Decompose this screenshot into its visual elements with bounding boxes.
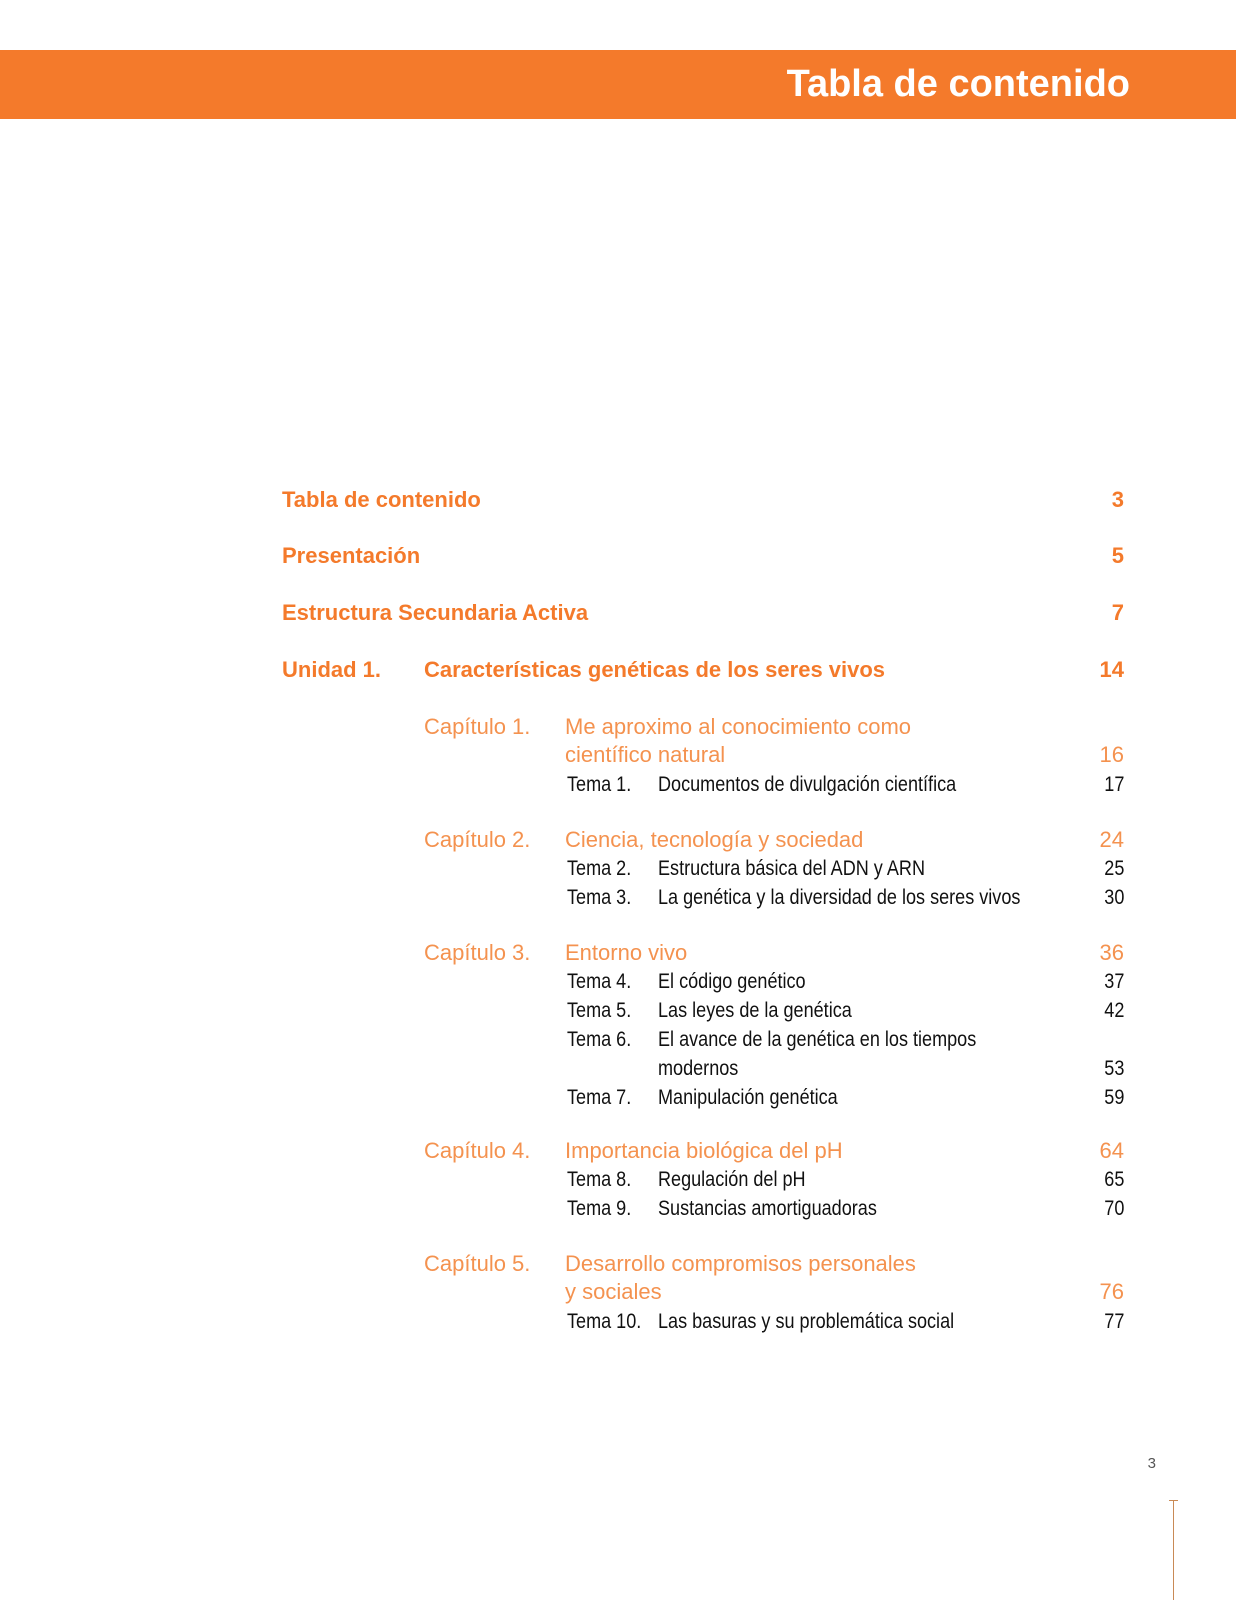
unit-page: 14 [1099, 657, 1124, 682]
chapter-3-number: Capítulo 3. [424, 940, 531, 965]
page-number: 3 [1147, 1455, 1156, 1472]
topic-6-number: Tema 6. [567, 1028, 632, 1051]
topic-8-number: Tema 8. [567, 1168, 632, 1191]
toc-entry-tabla-page: 3 [1111, 487, 1124, 512]
topic-1-number: Tema 1. [567, 773, 632, 796]
topic-9-title[interactable]: Sustancias amortiguadoras [658, 1197, 877, 1220]
page-title: Tabla de contenido [786, 63, 1130, 105]
topic-2-title[interactable]: Estructura básica del ADN y ARN [658, 857, 926, 880]
topic-8-title[interactable]: Regulación del pH [658, 1168, 806, 1191]
toc-entry-estructura-page: 7 [1111, 600, 1124, 625]
chapter-5-number: Capítulo 5. [424, 1251, 531, 1276]
topic-7-page: 59 [1103, 1086, 1124, 1109]
topic-10-title[interactable]: Las basuras y su problemática social [658, 1310, 955, 1333]
chapter-1-page: 16 [1099, 742, 1124, 767]
chapter-5-title[interactable]: Desarrollo compromisos personales [565, 1251, 916, 1276]
topic-2-number: Tema 2. [567, 857, 632, 880]
chapter-3-title[interactable]: Entorno vivo [565, 940, 688, 965]
chapter-4-page: 64 [1099, 1138, 1124, 1163]
topic-2-page: 25 [1103, 857, 1124, 880]
trim-mark [1173, 1500, 1174, 1600]
toc-entry-tabla-label[interactable]: Tabla de contenido [282, 487, 481, 512]
header-banner [0, 50, 1236, 119]
topic-5-title[interactable]: Las leyes de la genética [658, 999, 852, 1022]
unit-title[interactable]: Características genéticas de los seres vivos [424, 657, 886, 682]
topic-1-title[interactable]: Documentos de divulgación científica [658, 773, 957, 796]
chapter-4-number: Capítulo 4. [424, 1138, 531, 1163]
chapter-4-title[interactable]: Importancia biológica del pH [565, 1138, 843, 1163]
chapter-2-page: 24 [1099, 827, 1124, 852]
topic-1-page: 17 [1103, 773, 1124, 796]
toc-entry-estructura-label[interactable]: Estructura Secundaria Activa [282, 600, 589, 625]
toc-entry-presentacion-page: 5 [1111, 543, 1124, 568]
topic-4-page: 37 [1103, 970, 1124, 993]
chapter-2-title[interactable]: Ciencia, tecnología y sociedad [565, 827, 864, 852]
chapter-1-title-line2[interactable]: científico natural [565, 742, 726, 767]
unit-number: Unidad 1. [282, 657, 382, 682]
chapter-1-number: Capítulo 1. [424, 714, 531, 739]
topic-3-title[interactable]: La genética y la diversidad de los seres vivos [658, 886, 1021, 909]
topic-4-title[interactable]: El código genético [658, 970, 806, 993]
topic-4-number: Tema 4. [567, 970, 632, 993]
topic-10-number: Tema 10. [567, 1310, 642, 1333]
chapter-3-page: 36 [1099, 940, 1124, 965]
topic-5-page: 42 [1103, 999, 1124, 1022]
chapter-2-number: Capítulo 2. [424, 827, 531, 852]
topic-7-number: Tema 7. [567, 1086, 632, 1109]
topic-5-number: Tema 5. [567, 999, 632, 1022]
topic-3-page: 30 [1103, 886, 1124, 909]
topic-7-title[interactable]: Manipulación genética [658, 1086, 838, 1109]
topic-10-page: 77 [1103, 1310, 1124, 1333]
topic-6-page: 53 [1103, 1057, 1124, 1080]
chapter-5-page: 76 [1099, 1279, 1124, 1304]
topic-9-number: Tema 9. [567, 1197, 632, 1220]
chapter-1-title[interactable]: Me aproximo al conocimiento como [565, 714, 912, 739]
topic-6-title[interactable]: El avance de la genética en los tiempos [658, 1028, 977, 1051]
topic-9-page: 70 [1103, 1197, 1124, 1220]
chapter-5-title-line2[interactable]: y sociales [565, 1279, 662, 1304]
topic-6-title-line2[interactable]: modernos [658, 1057, 739, 1080]
toc-entry-presentacion-label[interactable]: Presentación [282, 543, 421, 568]
topic-8-page: 65 [1103, 1168, 1124, 1191]
topic-3-number: Tema 3. [567, 886, 632, 909]
